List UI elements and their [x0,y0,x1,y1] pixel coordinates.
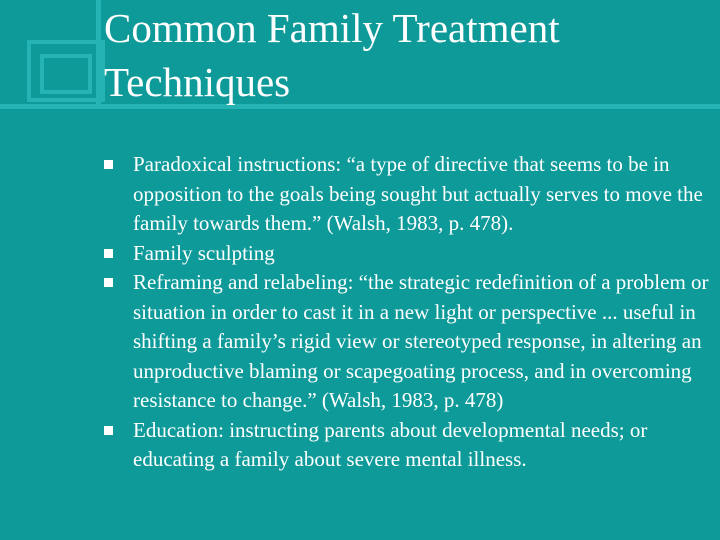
bullet-list [104,150,709,475]
bullet-text: Education: instructing parents about developmental needs; or educating a family about severe mental illness. [133,417,648,471]
square-bullet-icon [104,278,113,287]
slide-title: Common Family Treatment Techniques [104,5,560,105]
bullet-item-family-sculpting [104,239,709,269]
bullet-item-education [104,416,709,475]
decorative-inner-square [40,54,92,94]
square-bullet-icon [104,426,113,435]
bullet-item-reframing-relabeling [104,268,709,416]
bullet-text: Reframing and relabeling: “the strategic redefinition of a problem or situation in order to cast it in a new light or perspective ... useful in shifting a family’s rigid view or stereotyped response, in altering an unproductive blaming or scapegoating process, and in overcoming resistance to change.” (Walsh, 1983, p. 478) [133,270,709,412]
square-bullet-icon [104,160,113,169]
bullet-text: Family sculpting [133,240,275,265]
bullet-text: Paradoxical instructions: “a type of directive that seems to be in opposition to the goals being sought but actually serves to move the family towards them.” (Walsh, 1983, p. 478). [133,152,703,235]
square-bullet-icon [104,249,113,258]
bullet-item-paradoxical-instructions [104,150,709,239]
